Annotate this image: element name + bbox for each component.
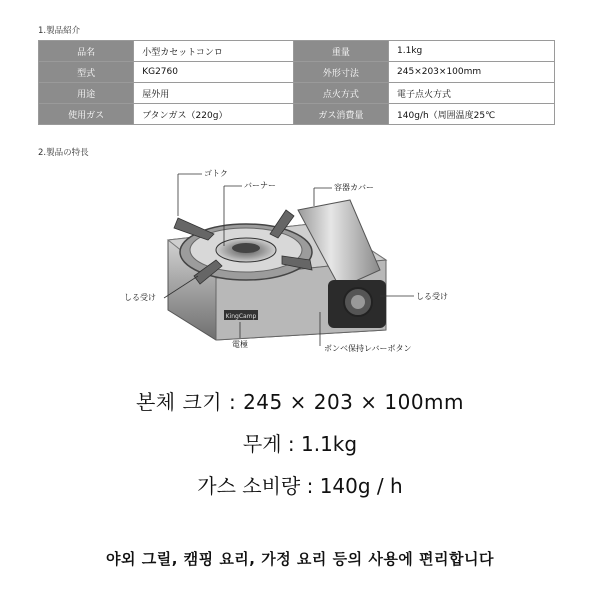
stove-image xyxy=(118,160,482,360)
section-title-features: 2.製品の特長 xyxy=(38,148,89,158)
spec-value: ブタンガス（220g） xyxy=(134,104,294,125)
spec-value: 140g/h（周囲温度25℃ xyxy=(389,104,555,125)
spec-value: KG2760 xyxy=(134,62,294,83)
spec-value: 電子点火方式 xyxy=(389,83,555,104)
callout-burner: バーナー xyxy=(244,181,276,190)
spec-row xyxy=(39,41,555,62)
spec-row xyxy=(39,104,555,125)
usage-line: 야외 그릴, 캠핑 요리, 가정 요리 등의 사용에 편리합니다 xyxy=(106,550,494,568)
spec-label: 点火方式 xyxy=(293,83,388,104)
callout-cover: 容器カバー xyxy=(334,183,374,192)
spec-label: 外形寸法 xyxy=(293,62,388,83)
spec-label: 使用ガス xyxy=(39,104,134,125)
spec-label: 用途 xyxy=(39,83,134,104)
spec-label: 型式 xyxy=(39,62,134,83)
spec-table xyxy=(38,40,555,125)
gas-consumption-line: 가스 소비량 : 140g / h xyxy=(197,474,403,498)
section-title-intro: 1.製品紹介 xyxy=(38,26,81,36)
callout-electrode: 電極 xyxy=(232,340,248,349)
brand-label: KingCamp xyxy=(225,313,257,320)
spec-value: 屋外用 xyxy=(134,83,294,104)
dimensions-line: 본체 크기 : 245 × 203 × 100mm xyxy=(135,390,465,414)
spec-label: 品名 xyxy=(39,41,134,62)
spec-row xyxy=(39,62,555,83)
callout-drip-left: しる受け xyxy=(124,293,156,302)
spec-row xyxy=(39,83,555,104)
weight-line: 무게 : 1.1kg xyxy=(242,432,358,456)
spec-value: 小型カセットコンロ xyxy=(134,41,294,62)
spec-label: 重量 xyxy=(293,41,388,62)
spec-value: 245×203×100mm xyxy=(389,62,555,83)
callout-lever: ボンベ保持レバーボタン xyxy=(324,344,412,353)
spec-value: 1.1kg xyxy=(389,41,555,62)
callout-drip-right: しる受け xyxy=(416,292,448,301)
product-illustration xyxy=(118,160,482,360)
spec-label: ガス消費量 xyxy=(293,104,388,125)
callout-gotoku: ゴトク xyxy=(204,169,228,178)
